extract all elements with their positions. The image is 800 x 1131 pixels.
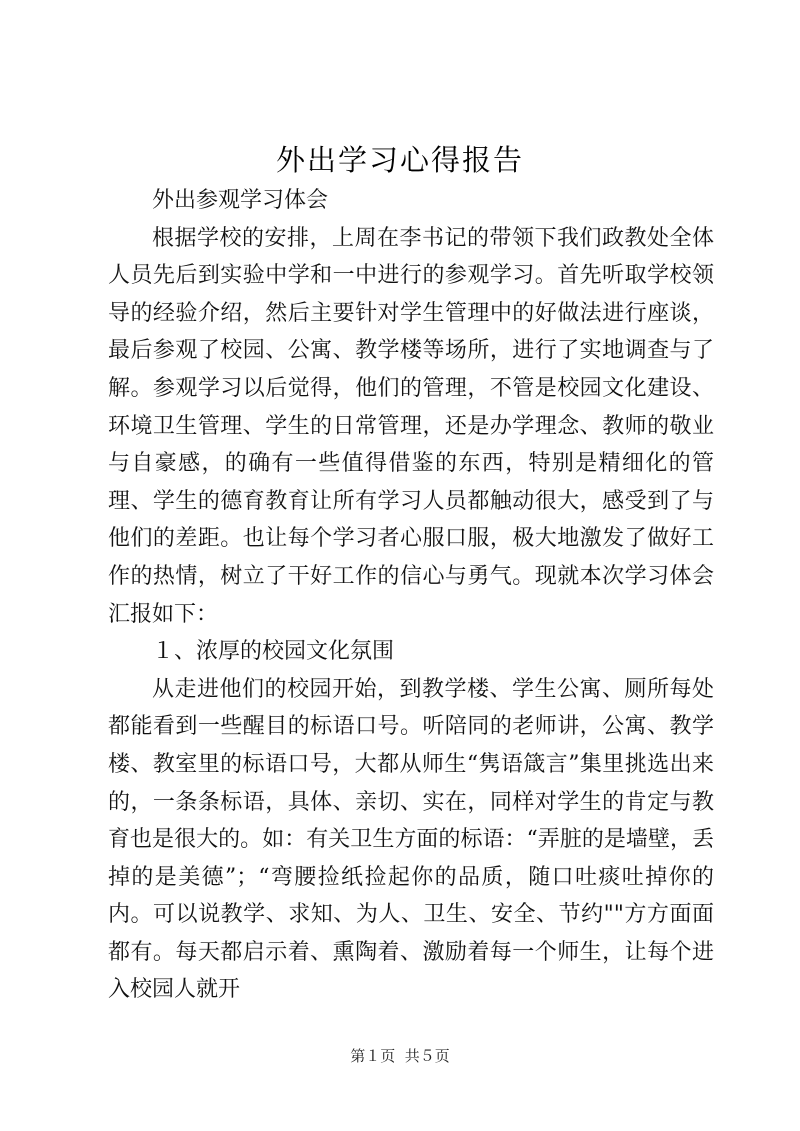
section-paragraph: 从走进他们的校园开始，到教学楼、学生公寓、厕所每处都能看到一些醒目的标语口号。听陪同的老师讲，公寓、教学楼、教室里的标语口号，大都从师生“隽语箴言”集里挑选出来的，一条条标语，具体、亲切、实在，同样对学生的肯定与教育也是很大的。如：有关卫生方面的标语：“弄脏的是墙壁，丢掉的是美德”；“弯腰捡纸捡起你的品质，随口吐痰吐掉你的内。可以说教学、求知、为人、卫生、安全、节约""方方面面都有。每天都启示着、熏陶着、激励着每一个师生，让每个进入校园人就开: [108, 676, 714, 1003]
page-footer: [0, 1045, 800, 1066]
page-number: 第１页 共５页: [350, 1047, 450, 1065]
document-body: [108, 182, 714, 1009]
document-subtitle: 外出参观学习体会: [152, 188, 329, 213]
section-heading: １、浓厚的校园文化氛围: [152, 639, 395, 665]
intro-paragraph: 根据学校的安排，上周在李书记的带领下我们政教处全体人员先后到实验中学和一中进行的参观学习。首先听取学校领导的经验介绍，然后主要针对学生管理中的好做法进行座谈，最后参观了校园、公寓、教学楼等场所，进行了实地调查与了解。参观学习以后觉得，他们的管理，不管是校园文化建设、环境卫生管理、学生的日常管理，还是办学理念、教师的敬业与自豪感，的确有一些值得借鉴的东西，特别是精细化的管理、学生的德育教育让所有学习人员都触动很大，感受到了与他们的差距。也让每个学习者心服口服，极大地激发了做好工作的热情，树立了干好工作的信心与勇气。现就本次学习体会汇报如下：: [108, 225, 714, 627]
document-title: 外出学习心得报告: [275, 143, 524, 177]
